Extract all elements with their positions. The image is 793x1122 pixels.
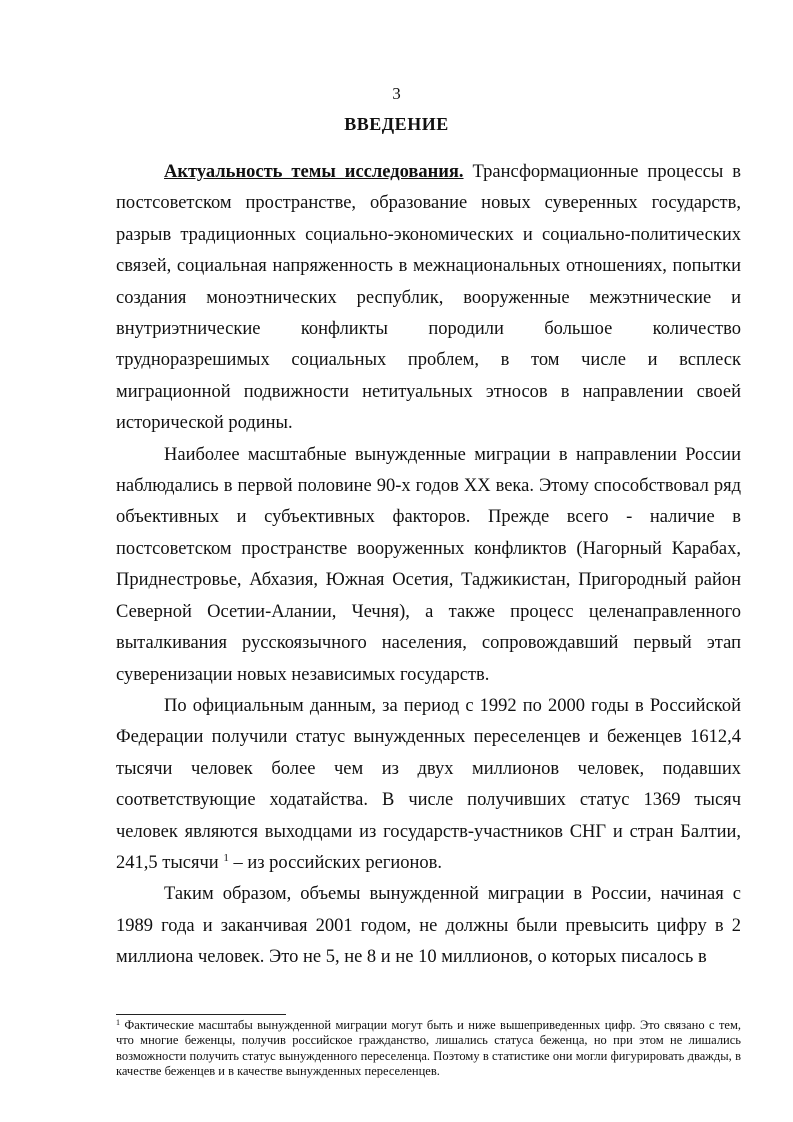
paragraph-statistics xyxy=(116,691,741,879)
page-title: ВВЕДЕНИЕ xyxy=(344,114,449,134)
paragraph-relevance xyxy=(116,157,741,440)
paragraph: Таким образом, объемы вынужденной миграции в России, начиная с 1989 года и заканчивая 2001 годом, не должны были превысить цифру в 2 миллиона человек. Это не 5, не 8 и не 10 миллионов, о которых писалось в xyxy=(116,884,741,968)
footnote-divider xyxy=(116,1014,286,1015)
paragraph-text: Трансформационные процессы в постсоветском пространстве, образование новых суверенных государств, разрыв традиционных социально-экономических и социально-политических связей, социальная напряженность в межнациональных отношениях, попытки создания моноэтнических республик, вооруженные межэтнические и внутриэтнические конфликты породили большое количество трудноразрешимых социальных проблем, в том числе и всплеск миграционной подвижности нетитуальных этносов в направлении своей исторической родины. xyxy=(116,162,741,434)
body-text xyxy=(116,157,741,974)
footnote-text: Фактические масштабы вынужденной миграции могут быть и ниже вышеприведенных цифр. Это связано с тем, что многие беженцы, получив российское гражданство, лишались статуса беженца, но при этом не лишались возможности получить статус вынужденного переселенца. Поэтому в статистике они могли фигурировать дважды, в качестве беженцев и в качестве вынужденных переселенцев. xyxy=(116,1018,741,1079)
paragraph: Наиболее масштабные вынужденные миграции в направлении России наблюдались в первой половине 90-х годов XX века. Этому способствовал ряд объективных и субъективных факторов. Прежде всего - наличие в постсоветском пространстве вооруженных конфликтов (Нагорный Карабах, Приднестровье, Абхазия, Южная Осетия, Таджикистан, Пригородный район Северной Осетии-Алании, Чечня), а также процесс целенаправленного выталкивания русскоязычного населения, сопровождавший первый этап суверенизации новых независимых государств. xyxy=(116,444,741,685)
section-lead: Актуальность темы исследования. xyxy=(164,162,464,182)
footnote xyxy=(116,1018,741,1080)
footnote-reference: 1 xyxy=(223,851,229,864)
paragraph-text: – из российских регионов. xyxy=(228,852,443,873)
paragraph-text: По официальным данным, за период с 1992 по 2000 годы в Российской Федерации получили статус вынужденных переселенцев и беженцев 1612,4 тысячи человек более чем из двух миллионов человек, подавших соответствующие ходатайства. В числе получивших статус 1369 тысяч человек являются выходцами из государств-участников СНГ и стран Балтии, 241,5 тысячи xyxy=(116,695,741,873)
footnote-mark: 1 xyxy=(116,1018,120,1027)
page-number: 3 xyxy=(392,84,401,103)
